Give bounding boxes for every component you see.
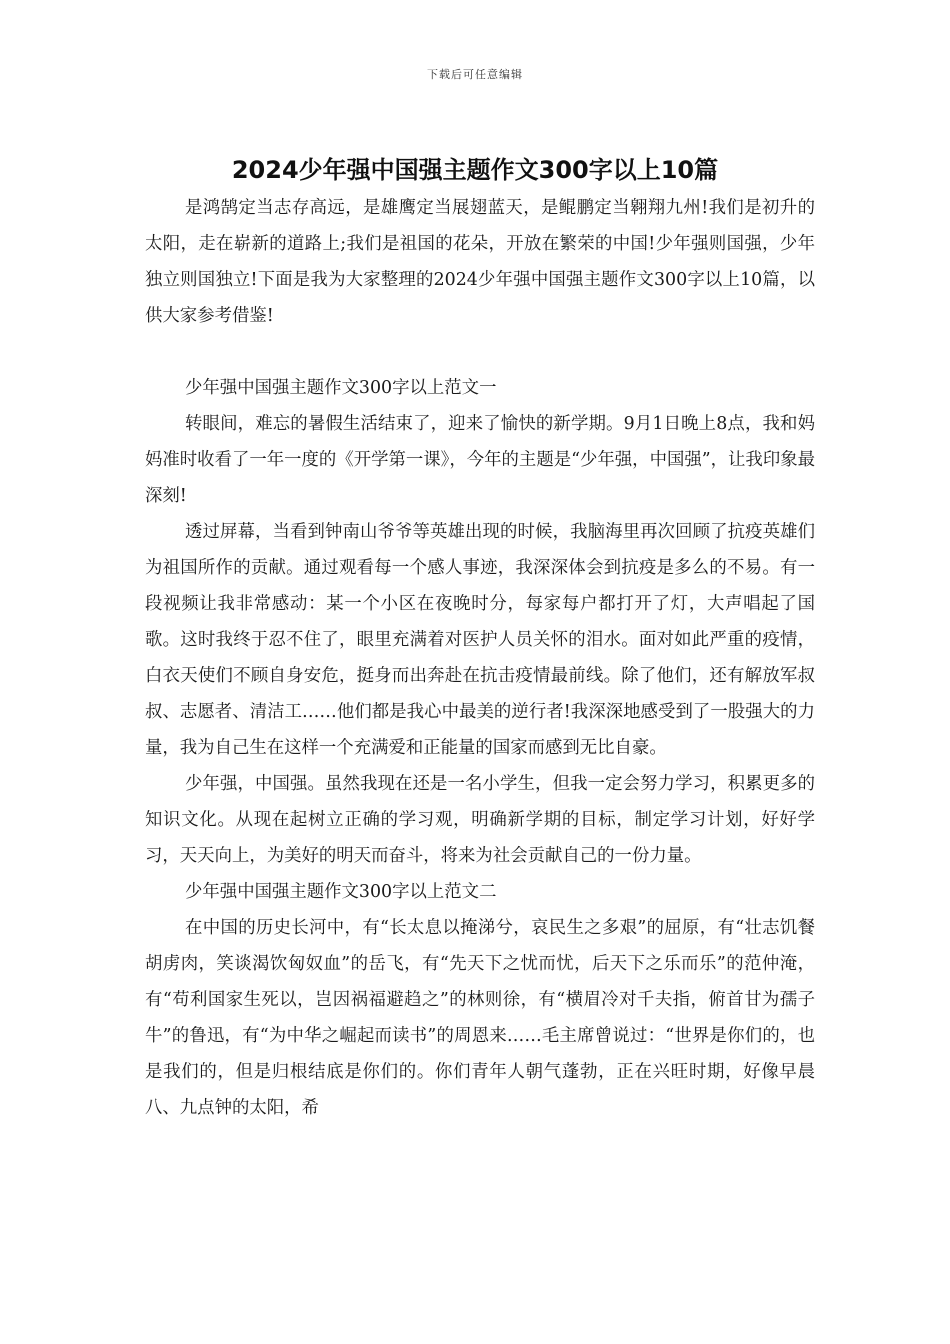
document-title: 2024少年强中国强主题作文300字以上10篇 (231, 156, 719, 184)
essay-1-paragraph-2: 透过屏幕，当看到钟南山爷爷等英雄出现的时候，我脑海里再次回顾了抗疫英雄们为祖国所作的贡献。通过观看每一个感人事迹，我深深体会到抗疫是多么的不易。有一段视频让我非常感动：某一个小区在夜晚时分，每家每户都打开了灯，大声唱起了国歌。这时我终于忍不住了，眼里充满着对医护人员关怀的泪水。面对如此严重的疫情，白衣天使们不顾自身安危，挺身而出奔赴在抗击疫情最前线。除了他们，还有解放军叔叔、志愿者、清洁工……他们都是我心中最美的逆行者!我深深地感受到了一股强大的力量，我为自己生在这样一个充满爱和正能量的国家而感到无比自豪。 (145, 522, 815, 758)
page-header-note: 下载后可任意编辑 (427, 68, 523, 81)
essay-1-paragraph-3: 少年强，中国强。虽然我现在还是一名小学生，但我一定会努力学习，积累更多的知识文化。从现在起树立正确的学习观，明确新学期的目标，制定学习计划，好好学习，天天向上，为美好的明天而奋斗，将来为社会贡献自己的一份力量。 (145, 774, 815, 866)
section-heading-1: 少年强中国强主题作文300字以上范文一 (185, 378, 497, 398)
paragraph-gap (145, 334, 815, 370)
essay-2-paragraph-1: 在中国的历史长河中，有“长太息以掩涕兮，哀民生之多艰”的屈原，有“壮志饥餐胡虏肉，笑谈渴饮匈奴血”的岳飞，有“先天下之忧而忧，后天下之乐而乐”的范仲淹，有“苟利国家生死以，岂因祸福避趋之”的林则徐，有“横眉冷对千夫指，俯首甘为孺子牛”的鲁迅，有“为中华之崛起而读书”的周恩来……毛主席曾说过：“世界是你们的，也是我们的，但是归根结底是你们的。你们青年人朝气蓬勃，正在兴旺时期，好像早晨八、九点钟的太阳，希 (145, 918, 815, 1118)
section-heading-2: 少年强中国强主题作文300字以上范文二 (185, 882, 497, 902)
document-body (145, 190, 815, 1126)
intro-paragraph: 是鸿鹄定当志存高远，是雄鹰定当展翅蓝天，是鲲鹏定当翱翔九州!我们是初升的太阳，走在崭新的道路上;我们是祖国的花朵，开放在繁荣的中国!少年强则国强，少年独立则国独立!下面是我为大家整理的2024少年强中国强主题作文300字以上10篇，以供大家参考借鉴! (145, 198, 815, 326)
essay-1-paragraph-1: 转眼间，难忘的暑假生活结束了，迎来了愉快的新学期。9月1日晚上8点，我和妈妈准时收看了一年一度的《开学第一课》，今年的主题是“少年强，中国强”，让我印象最深刻! (145, 414, 815, 506)
